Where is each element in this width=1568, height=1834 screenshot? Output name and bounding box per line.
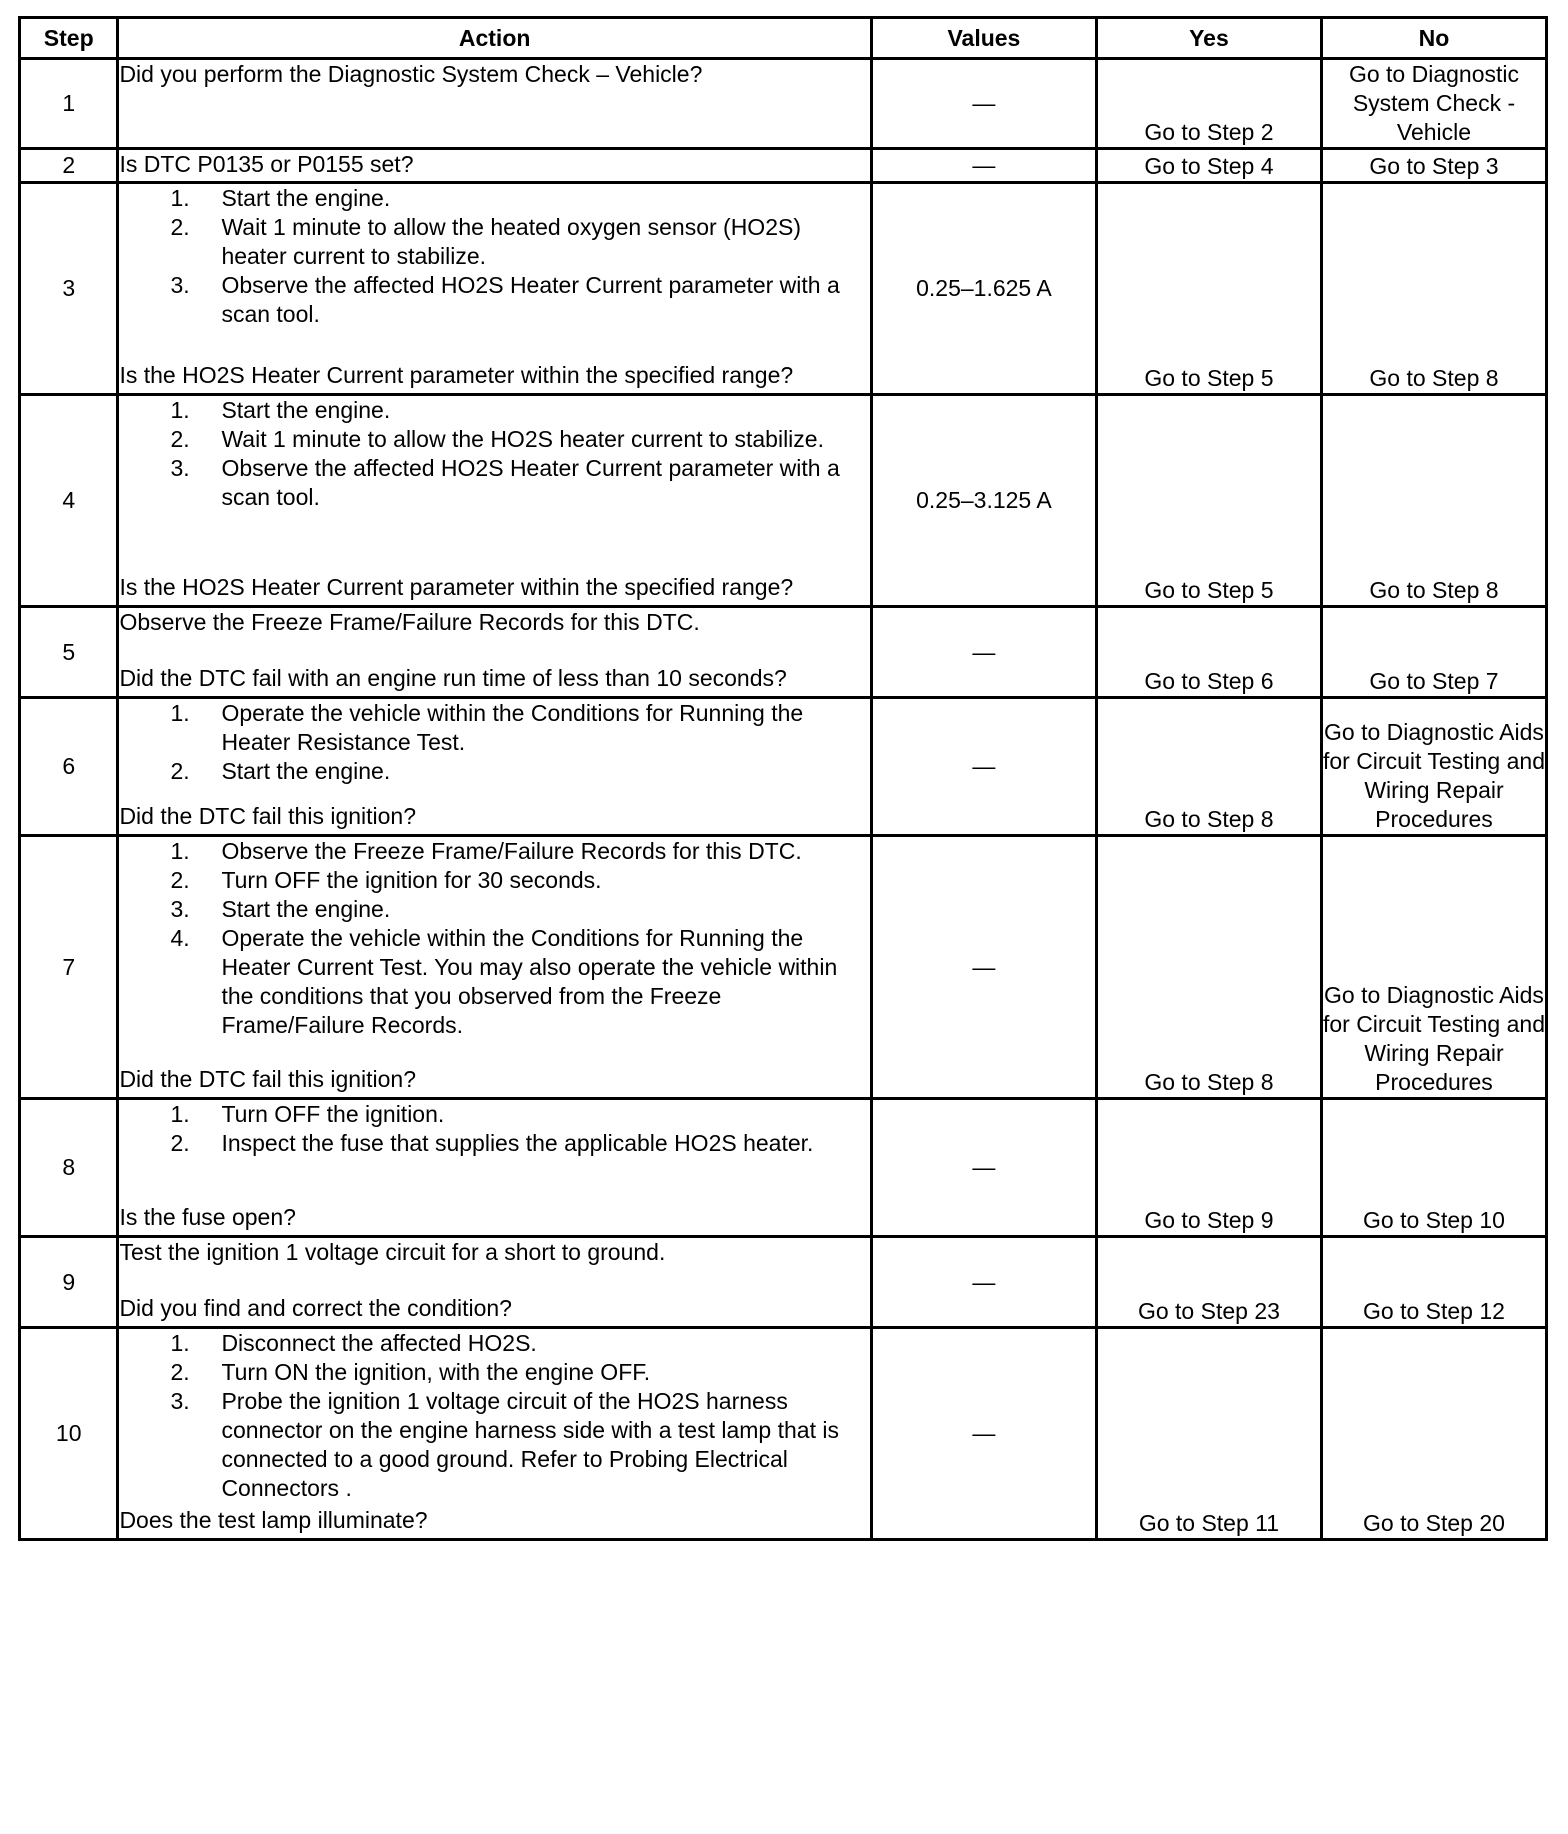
action-cell <box>118 836 871 1099</box>
instruction-text: Disconnect the affected HO2S. <box>221 1330 537 1356</box>
table-row <box>20 1099 1547 1237</box>
instruction-item <box>119 866 869 895</box>
action-question: Did the DTC fail this ignition? <box>119 1066 417 1092</box>
instruction-text: Observe the affected HO2S Heater Current parameter with a scan tool. <box>221 455 840 510</box>
action-cell <box>118 1099 871 1237</box>
action-cell <box>118 183 871 395</box>
no-cell: Go to Step 20 <box>1321 1328 1546 1540</box>
action-instructions <box>119 396 869 512</box>
table-row <box>20 698 1547 836</box>
instruction-item <box>119 396 869 425</box>
table-row <box>20 149 1547 183</box>
action-text: Observe the Freeze Frame/Failure Records for this DTC. <box>119 609 700 635</box>
step-number: 6 <box>20 698 118 836</box>
action-content <box>119 1329 869 1535</box>
instruction-item <box>119 271 869 329</box>
instruction-item <box>119 184 869 213</box>
instruction-item <box>119 1100 869 1129</box>
instruction-item <box>119 1129 869 1158</box>
values-cell: — <box>871 1237 1096 1328</box>
action-question: Did the DTC fail this ignition? <box>119 803 417 829</box>
yes-cell: Go to Step 23 <box>1096 1237 1321 1328</box>
action-cell <box>118 607 871 698</box>
instruction-list <box>119 837 869 1040</box>
yes-cell: Go to Step 5 <box>1096 183 1321 395</box>
header-step: Step <box>20 18 118 59</box>
action-instructions <box>119 699 869 786</box>
instruction-number: 2. <box>170 758 190 784</box>
values-cell: — <box>871 1099 1096 1237</box>
instruction-number: 2. <box>170 426 190 452</box>
instruction-text: Start the engine. <box>221 397 391 423</box>
instruction-number: 1. <box>170 700 190 726</box>
step-number: 1 <box>20 59 118 149</box>
instruction-number: 2. <box>170 214 190 240</box>
yes-cell: Go to Step 4 <box>1096 149 1321 183</box>
no-cell: Go to Step 8 <box>1321 395 1546 607</box>
yes-cell: Go to Step 2 <box>1096 59 1321 149</box>
step-number: 7 <box>20 836 118 1099</box>
instruction-item <box>119 1387 869 1503</box>
header-yes: Yes <box>1096 18 1321 59</box>
table-row <box>20 607 1547 698</box>
instruction-text: Start the engine. <box>221 896 391 922</box>
no-cell: Go to Diagnostic System Check - Vehicle <box>1321 59 1546 149</box>
values-cell: — <box>871 698 1096 836</box>
action-cell <box>118 698 871 836</box>
instruction-text: Observe the Freeze Frame/Failure Records for this DTC. <box>221 838 802 864</box>
action-text: Test the ignition 1 voltage circuit for a short to ground. <box>119 1239 666 1265</box>
instruction-number: 1. <box>170 1101 190 1127</box>
instruction-text: Wait 1 minute to allow the HO2S heater current to stabilize. <box>221 426 824 452</box>
instruction-item <box>119 454 869 512</box>
instruction-number: 3. <box>170 455 190 481</box>
action-question: Does the test lamp illuminate? <box>119 1507 428 1533</box>
action-question: Did the DTC fail with an engine run time of less than 10 seconds? <box>119 665 787 691</box>
step-number: 8 <box>20 1099 118 1237</box>
action-content <box>119 1238 869 1323</box>
action-content <box>119 1100 869 1232</box>
instruction-list <box>119 396 869 512</box>
instruction-text: Turn OFF the ignition for 30 seconds. <box>221 867 602 893</box>
yes-cell: Go to Step 5 <box>1096 395 1321 607</box>
instruction-list <box>119 1329 869 1503</box>
instruction-text: Operate the vehicle within the Conditions for Running the Heater Resistance Test. <box>221 700 804 755</box>
action-cell <box>118 395 871 607</box>
action-content <box>119 608 869 693</box>
instruction-list <box>119 184 869 329</box>
instruction-number: 2. <box>170 1130 190 1156</box>
action-content <box>119 150 869 178</box>
action-cell <box>118 1237 871 1328</box>
instruction-text: Turn OFF the ignition. <box>221 1101 445 1127</box>
instruction-text: Turn ON the ignition, with the engine OFF. <box>221 1359 651 1385</box>
action-content <box>119 184 869 390</box>
instruction-text: Inspect the fuse that supplies the applicable HO2S heater. <box>221 1130 814 1156</box>
action-instructions <box>119 1238 869 1267</box>
instruction-number: 1. <box>170 838 190 864</box>
no-cell: Go to Diagnostic Aids for Circuit Testing and Wiring Repair Procedures <box>1321 698 1546 836</box>
values-cell: — <box>871 59 1096 149</box>
action-text: Is DTC P0135 or P0155 set? <box>119 151 414 177</box>
instruction-item <box>119 425 869 454</box>
action-instructions <box>119 608 869 637</box>
instruction-text: Wait 1 minute to allow the heated oxygen sensor (HO2S) heater current to stabilize. <box>221 214 801 269</box>
values-cell: 0.25–1.625 A <box>871 183 1096 395</box>
instruction-text: Operate the vehicle within the Conditions for Running the Heater Current Test. You may also operate the vehicle within the conditions that you observed from the Freeze Frame/Failure Records. <box>221 925 838 1038</box>
step-number: 4 <box>20 395 118 607</box>
instruction-number: 3. <box>170 272 190 298</box>
step-number: 9 <box>20 1237 118 1328</box>
no-cell: Go to Step 10 <box>1321 1099 1546 1237</box>
diagnostic-table-wrapper <box>18 16 1548 1541</box>
no-cell: Go to Step 12 <box>1321 1237 1546 1328</box>
no-cell: Go to Step 8 <box>1321 183 1546 395</box>
values-cell: 0.25–3.125 A <box>871 395 1096 607</box>
header-action: Action <box>118 18 871 59</box>
action-cell <box>118 59 871 149</box>
action-cell <box>118 149 871 183</box>
table-row <box>20 1328 1547 1540</box>
instruction-item <box>119 213 869 271</box>
values-cell: — <box>871 607 1096 698</box>
instruction-list <box>119 699 869 786</box>
instruction-number: 3. <box>170 1388 190 1414</box>
instruction-item <box>119 837 869 866</box>
action-text: Did you perform the Diagnostic System Check – Vehicle? <box>119 61 703 87</box>
header-row <box>20 18 1547 59</box>
action-instructions <box>119 184 869 329</box>
yes-cell: Go to Step 8 <box>1096 698 1321 836</box>
action-instructions <box>119 1329 869 1503</box>
no-cell: Go to Diagnostic Aids for Circuit Testing and Wiring Repair Procedures <box>1321 836 1546 1099</box>
yes-cell: Go to Step 8 <box>1096 836 1321 1099</box>
step-number: 2 <box>20 149 118 183</box>
step-number: 5 <box>20 607 118 698</box>
table-row <box>20 1237 1547 1328</box>
instruction-number: 2. <box>170 867 190 893</box>
instruction-item <box>119 1329 869 1358</box>
instruction-number: 3. <box>170 896 190 922</box>
instruction-number: 2. <box>170 1359 190 1385</box>
yes-cell: Go to Step 9 <box>1096 1099 1321 1237</box>
diagnostic-table <box>18 16 1548 1541</box>
values-cell: — <box>871 836 1096 1099</box>
action-question: Is the HO2S Heater Current parameter within the specified range? <box>119 574 794 600</box>
action-content <box>119 60 869 135</box>
instruction-number: 1. <box>170 185 190 211</box>
instruction-text: Start the engine. <box>221 758 391 784</box>
instruction-list <box>119 1100 869 1158</box>
step-number: 10 <box>20 1328 118 1540</box>
table-body <box>20 59 1547 1540</box>
instruction-item <box>119 699 869 757</box>
header-no: No <box>1321 18 1546 59</box>
table-row <box>20 395 1547 607</box>
action-instructions <box>119 837 869 1040</box>
values-cell: — <box>871 1328 1096 1540</box>
table-row <box>20 59 1547 149</box>
action-question: Is the HO2S Heater Current parameter within the specified range? <box>119 362 794 388</box>
instruction-item <box>119 924 869 1040</box>
action-question: Did you find and correct the condition? <box>119 1295 512 1321</box>
no-cell: Go to Step 7 <box>1321 607 1546 698</box>
instruction-text: Probe the ignition 1 voltage circuit of the HO2S harness connector on the engine harness side with a test lamp that is connected to a good ground. Refer to Probing Electrical Connectors . <box>221 1388 839 1501</box>
yes-cell: Go to Step 11 <box>1096 1328 1321 1540</box>
action-instructions <box>119 150 869 179</box>
instruction-number: 1. <box>170 397 190 423</box>
no-cell: Go to Step 3 <box>1321 149 1546 183</box>
instruction-number: 1. <box>170 1330 190 1356</box>
instruction-number: 4. <box>170 925 190 951</box>
step-number: 3 <box>20 183 118 395</box>
action-content <box>119 396 869 602</box>
action-cell <box>118 1328 871 1540</box>
yes-cell: Go to Step 6 <box>1096 607 1321 698</box>
instruction-item <box>119 895 869 924</box>
action-question: Is the fuse open? <box>119 1204 296 1230</box>
instruction-text: Start the engine. <box>221 185 391 211</box>
header-values: Values <box>871 18 1096 59</box>
action-instructions <box>119 60 869 89</box>
action-instructions <box>119 1100 869 1158</box>
action-content <box>119 699 869 831</box>
table-row <box>20 183 1547 395</box>
instruction-item <box>119 757 869 786</box>
instruction-item <box>119 1358 869 1387</box>
instruction-text: Observe the affected HO2S Heater Current parameter with a scan tool. <box>221 272 840 327</box>
table-row <box>20 836 1547 1099</box>
values-cell: — <box>871 149 1096 183</box>
action-content <box>119 837 869 1094</box>
